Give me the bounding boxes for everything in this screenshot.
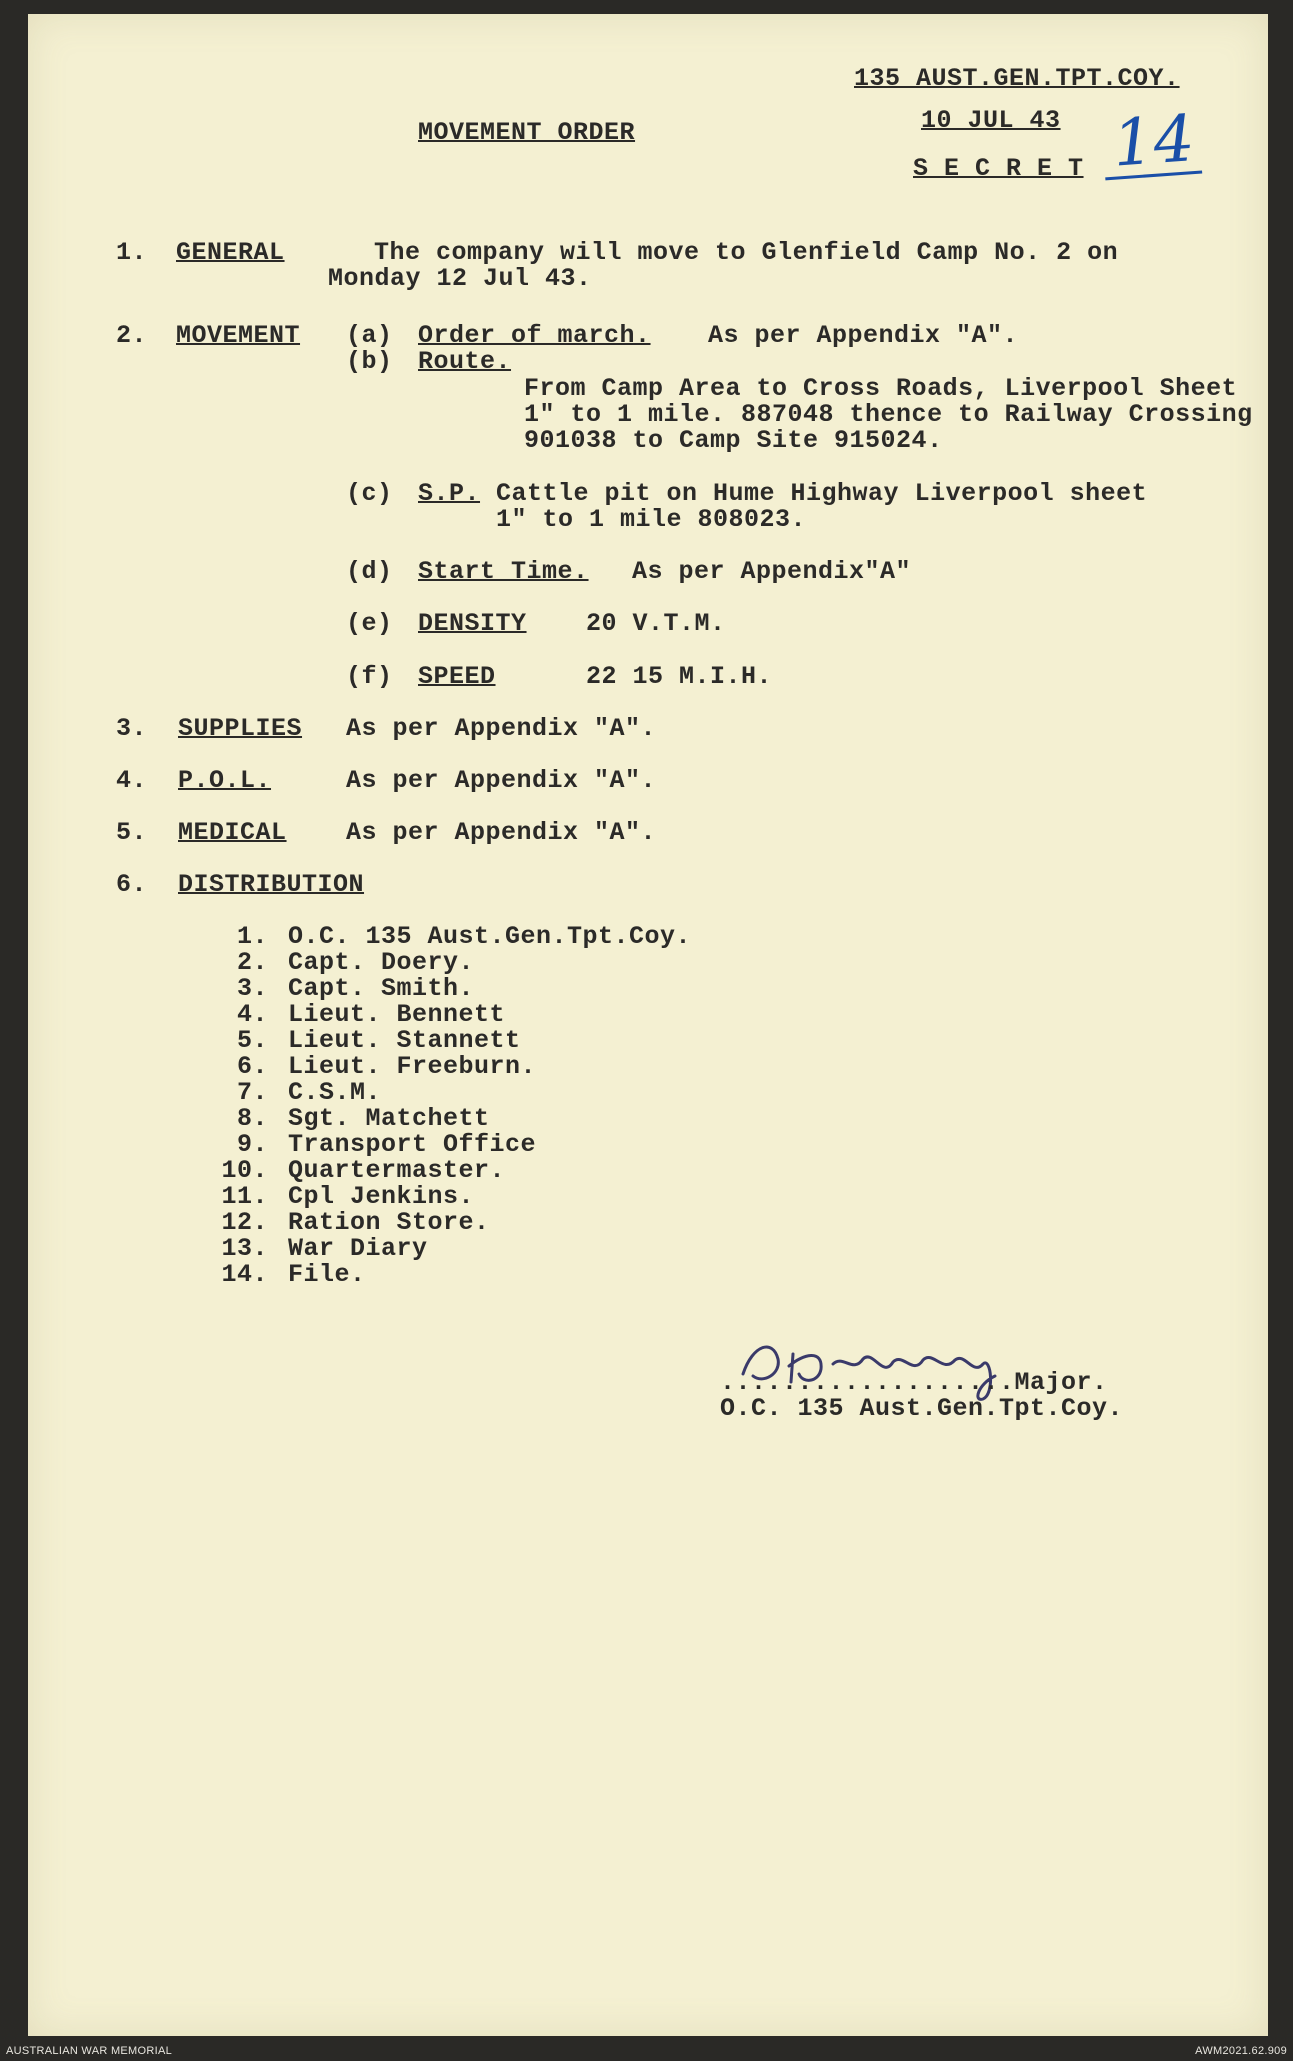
dist-num: 3.: [236, 974, 268, 1003]
section-number-2: 2.: [116, 321, 148, 350]
item-b-title: Route.: [418, 347, 512, 376]
dist-num: 6.: [236, 1052, 268, 1081]
dist-name: Capt. Smith.: [288, 974, 475, 1003]
item-b-label: (b): [346, 347, 393, 376]
section-number-1: 1.: [116, 238, 148, 267]
dist-name: Ration Store.: [288, 1208, 490, 1237]
item-c-title: S.P.: [418, 479, 481, 508]
dist-num: 14.: [221, 1260, 268, 1289]
dist-name: War Diary: [288, 1234, 428, 1263]
general-text-line-2: Monday 12 Jul 43.: [328, 264, 592, 293]
signature-rank-line: ...................Major.: [720, 1368, 1108, 1397]
classification-heading: S E C R E T: [913, 154, 1084, 183]
pol-text: As per Appendix "A".: [346, 766, 657, 795]
section-number-3: 3.: [116, 714, 148, 743]
dist-num: 10.: [221, 1156, 268, 1185]
date-heading: 10 JUL 43: [921, 106, 1061, 135]
item-d-title: Start Time.: [418, 557, 589, 586]
dist-name: Transport Office: [288, 1130, 537, 1159]
medical-text: As per Appendix "A".: [346, 818, 657, 847]
item-f-text: 22 15 M.I.H.: [586, 662, 773, 691]
section-number-4: 4.: [116, 766, 148, 795]
signature-title-line: O.C. 135 Aust.Gen.Tpt.Coy.: [720, 1394, 1124, 1423]
item-a-text: As per Appendix "A".: [708, 321, 1019, 350]
folio-number: 14: [1100, 107, 1202, 181]
item-e-text: 20 V.T.M.: [586, 609, 726, 638]
supplies-text: As per Appendix "A".: [346, 714, 657, 743]
section-number-5: 5.: [116, 818, 148, 847]
item-b-line-2: 1" to 1 mile. 887048 thence to Railway Crossing: [524, 400, 1253, 429]
item-a-label: (a): [346, 321, 393, 350]
dist-name: File.: [288, 1260, 366, 1289]
dist-num: 7.: [236, 1078, 268, 1107]
dist-num: 9.: [236, 1130, 268, 1159]
dist-name: Lieut. Stannett: [288, 1026, 521, 1055]
dist-num: 11.: [221, 1182, 268, 1211]
section-heading-general: GENERAL: [176, 238, 285, 267]
dist-num: 1.: [236, 922, 268, 951]
section-number-6: 6.: [116, 870, 148, 899]
item-f-label: (f): [346, 662, 393, 691]
document-title: MOVEMENT ORDER: [418, 118, 636, 147]
item-b-line-1: From Camp Area to Cross Roads, Liverpool Sheet: [524, 374, 1238, 403]
dist-num: 5.: [236, 1026, 268, 1055]
dist-name: O.C. 135 Aust.Gen.Tpt.Coy.: [288, 922, 692, 951]
dist-name: Sgt. Matchett: [288, 1104, 490, 1133]
dist-name: Cpl Jenkins.: [288, 1182, 475, 1211]
dist-name: Lieut. Bennett: [288, 1000, 506, 1029]
dist-num: 13.: [221, 1234, 268, 1263]
item-c-line-1: Cattle pit on Hume Highway Liverpool sheet: [496, 479, 1148, 508]
dist-name: C.S.M.: [288, 1078, 382, 1107]
section-heading-distribution: DISTRIBUTION: [178, 870, 365, 899]
item-c-line-2: 1" to 1 mile 808023.: [496, 505, 807, 534]
dist-num: 4.: [236, 1000, 268, 1029]
item-a-title: Order of march.: [418, 321, 651, 350]
item-f-title: SPEED: [418, 662, 496, 691]
section-heading-supplies: SUPPLIES: [178, 714, 303, 743]
dist-name: Capt. Doery.: [288, 948, 475, 977]
dist-num: 12.: [221, 1208, 268, 1237]
footer-left: AUSTRALIAN WAR MEMORIAL: [6, 2045, 173, 2057]
unit-heading: 135 AUST.GEN.TPT.COY.: [854, 64, 1180, 93]
item-b-line-3: 901038 to Camp Site 915024.: [524, 426, 943, 455]
dist-name: Lieut. Freeburn.: [288, 1052, 537, 1081]
section-heading-movement: MOVEMENT: [176, 321, 301, 350]
item-e-label: (e): [346, 609, 393, 638]
item-d-text: As per Appendix"A": [632, 557, 912, 586]
section-heading-medical: MEDICAL: [178, 818, 287, 847]
section-heading-pol: P.O.L.: [178, 766, 272, 795]
dist-num: 2.: [236, 948, 268, 977]
dist-num: 8.: [236, 1104, 268, 1133]
item-c-label: (c): [346, 479, 393, 508]
item-d-label: (d): [346, 557, 393, 586]
dist-name: Quartermaster.: [288, 1156, 506, 1185]
document-page: [28, 14, 1268, 2036]
item-e-title: DENSITY: [418, 609, 527, 638]
footer-right: AWM2021.62.909: [1195, 2045, 1287, 2057]
general-text-line-1: The company will move to Glenfield Camp No. 2 on: [374, 238, 1119, 267]
